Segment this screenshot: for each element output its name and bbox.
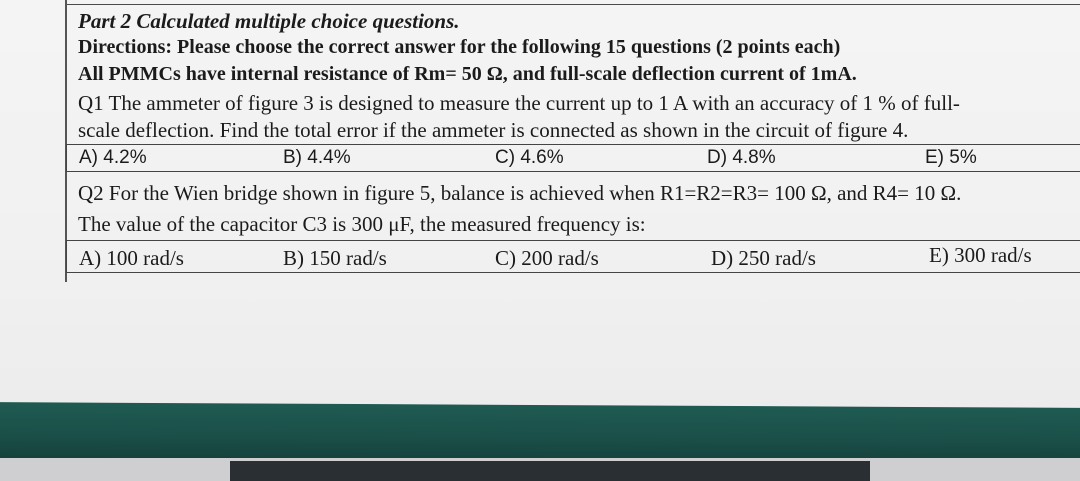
q2-option-e[interactable]: E) 300 rad/s [929, 243, 1032, 267]
background-dark-edge [230, 461, 870, 481]
directions-text: Directions: Please choose the correct answer for the following 15 questions (2 points each) [78, 36, 841, 58]
q2-text-line-1: Q2 For the Wien bridge shown in figure 5, balance is achieved when R1=R2=R3= 100 Ω, and R4= 10 Ω. [78, 181, 962, 205]
top-cut-rule [66, 0, 1080, 5]
q1-option-c[interactable]: C) 4.6% [495, 147, 564, 168]
q1-option-d[interactable]: D) 4.8% [707, 147, 776, 168]
q2-option-c[interactable]: C) 200 rad/s [495, 246, 599, 270]
q2-option-d[interactable]: D) 250 rad/s [711, 246, 816, 270]
q2-options-row [66, 240, 1080, 273]
q1-option-a[interactable]: A) 4.2% [79, 147, 147, 168]
q2-text-line-2: The value of the capacitor C3 is 300 μF, the measured frequency is: [78, 212, 646, 236]
q1-options-row [66, 144, 1080, 172]
q1-option-e[interactable]: E) 5% [925, 147, 977, 168]
q2-option-b[interactable]: B) 150 rad/s [283, 246, 387, 270]
q2-option-a[interactable]: A) 100 rad/s [79, 246, 184, 270]
part-title: Part 2 Calculated multiple choice questions. [78, 9, 460, 33]
q1-option-b[interactable]: B) 4.4% [283, 147, 351, 168]
q1-text-line-1: Q1 The ammeter of figure 3 is designed to measure the current up to 1 A with an accuracy of 1 % of full- [78, 91, 960, 115]
q1-text-line-2: scale deflection. Find the total error if the ammeter is connected as shown in the circuit of figure 4. [78, 118, 909, 142]
pmmc-note: All PMMCs have internal resistance of Rm= 50 Ω, and full-scale deflection current of 1mA. [78, 63, 857, 85]
